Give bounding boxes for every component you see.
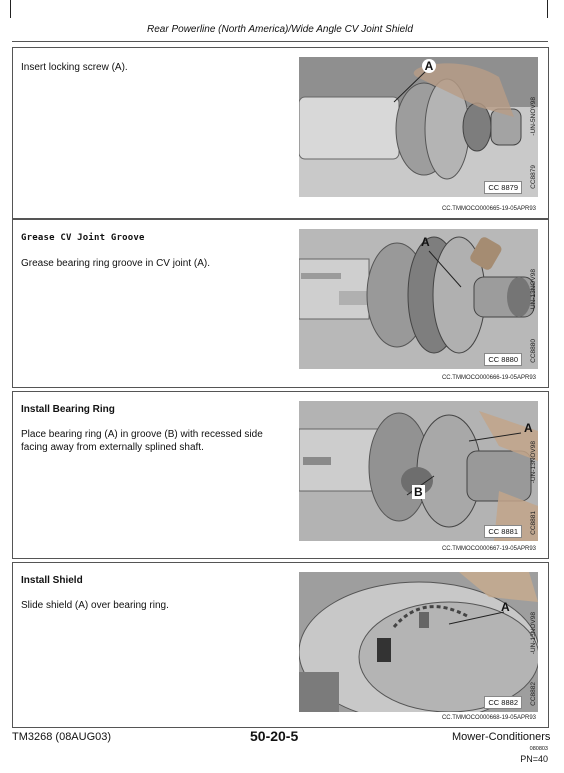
side-code-2: CC8881 [530, 511, 537, 535]
side-code-2: CC8882 [530, 682, 537, 706]
image-code-label: CC 8880 [484, 353, 522, 366]
left-margin-rule [10, 0, 11, 18]
image-caption: CC.TMMOCO000667-19-05APR93 [441, 546, 536, 552]
step-section-bearing-ring [12, 391, 549, 559]
step-title: Grease CV Joint Groove [21, 233, 145, 243]
cv-joint-photo-illustration [299, 229, 538, 369]
cv-joint-photo-illustration [299, 57, 538, 197]
right-margin-rule [547, 0, 548, 18]
image-caption: CC.TMMOCO000665-19-05APR93 [441, 206, 536, 212]
step-section-locking-screw [12, 47, 549, 219]
step-title: Install Shield [21, 575, 83, 586]
cv-joint-photo-illustration [299, 401, 538, 541]
page-pn: PN=40 [520, 754, 548, 764]
step-photo [299, 229, 538, 369]
side-code: -UN-13NOV98 [530, 269, 537, 312]
step-text: Slide shield (A) over bearing ring. [21, 600, 169, 611]
callout-a: A [501, 600, 510, 614]
step-title: Install Bearing Ring [21, 404, 115, 415]
side-code: -UN-5NOV98 [530, 97, 537, 136]
callout-a: A [524, 421, 533, 435]
image-code-label: CC 8879 [484, 181, 522, 194]
side-code: -UN-13NOV98 [530, 441, 537, 484]
step-text: Grease bearing ring groove in CV joint (A). [21, 258, 210, 269]
page-header: Rear Powerline (North America)/Wide Angle CV Joint Shield [12, 19, 548, 42]
step-section-grease-groove [12, 219, 549, 388]
image-caption: CC.TMMOCO000668-19-05APR93 [441, 715, 536, 721]
step-photo [299, 572, 538, 712]
image-code-label: CC 8881 [484, 525, 522, 538]
side-code-2: CC8879 [530, 165, 537, 189]
manual-number: TM3268 (08AUG03) [12, 731, 112, 743]
footer-code: 080803 [529, 746, 548, 752]
step-photo [299, 401, 538, 541]
side-code: -UN-13NOV98 [530, 612, 537, 655]
callout-a: A [422, 59, 436, 73]
callout-a: A [421, 235, 430, 249]
side-code-2: CC8880 [530, 339, 537, 363]
step-photo [299, 57, 538, 197]
product-name: Mower-Conditioners [452, 731, 551, 743]
shield-photo-illustration [299, 572, 538, 712]
step-text: Place bearing ring (A) in groove (B) with recessed side facing away from externally splined shaft. [21, 429, 263, 453]
image-caption: CC.TMMOCO000666-19-05APR93 [441, 375, 536, 381]
callout-b: B [414, 485, 423, 499]
step-section-install-shield [12, 562, 549, 728]
image-code-label: CC 8882 [484, 696, 522, 709]
page-number: 50-20-5 [250, 728, 299, 744]
step-text: Insert locking screw (A). [21, 62, 128, 73]
